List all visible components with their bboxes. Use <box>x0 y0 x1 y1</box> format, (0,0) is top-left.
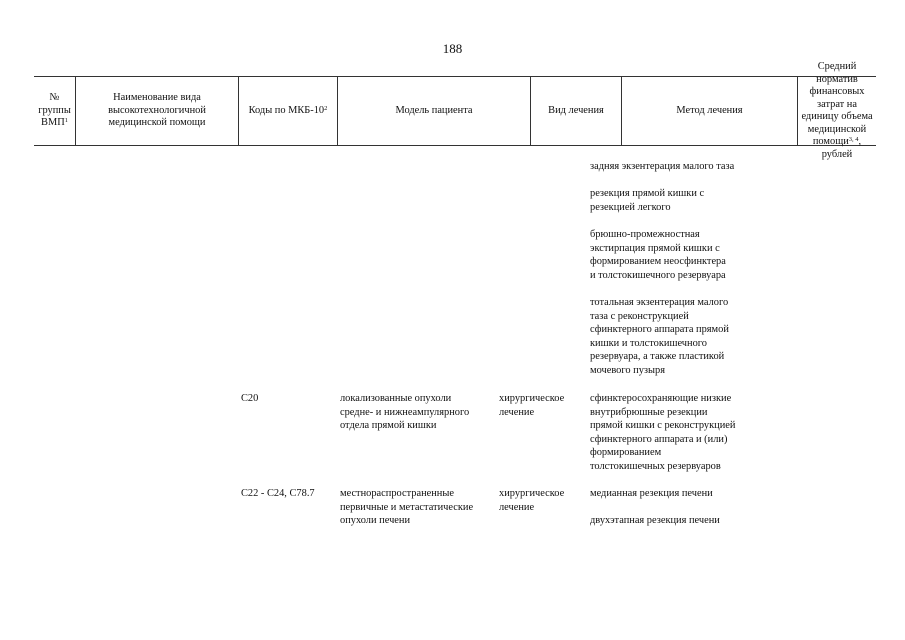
treatment-method <box>590 228 726 282</box>
text-line: сфинктеросохраняющие низкие <box>590 393 732 404</box>
treatment-method <box>590 160 734 174</box>
header-average-cost <box>797 61 876 160</box>
header-treatment-method <box>621 77 797 145</box>
header-group-number <box>34 77 75 145</box>
icd-codes: C22 - C24, C78.7 <box>241 488 315 499</box>
text-line: средне- и нижнеампулярного <box>340 406 470 418</box>
treatment-method <box>590 392 735 474</box>
header-average-cost-suffix: , рублей <box>821 136 862 160</box>
text-line: тотальная экзентерация малого <box>590 297 729 308</box>
treatment-type <box>499 487 564 514</box>
patient-model <box>340 487 473 528</box>
header-average-cost-text: Средний норматив финансовых затрат на единицу объема медицинской помощи <box>801 61 873 147</box>
footnote-mark: 1 <box>64 117 68 125</box>
patient-model <box>340 392 469 433</box>
text-line: резервуара, а также пластикой <box>590 351 725 363</box>
table-header <box>34 61 876 160</box>
text-line: внутрибрюшные резекции <box>590 406 708 418</box>
text-line: лечение <box>499 501 535 513</box>
text-line: резекцией легкого <box>590 201 671 213</box>
text-line: двухэтапная резекция печени <box>590 515 720 526</box>
text-line: и толстокишечного резервуара <box>590 269 726 281</box>
text-line: кишки и толстокишечного <box>590 337 707 349</box>
text-line: лечение <box>499 406 535 418</box>
text-line: таза с реконструкцией <box>590 310 689 322</box>
header-group-number-text: № группы ВМП <box>38 92 71 129</box>
text-line: первичные и метастатические <box>340 501 474 513</box>
text-line: хирургическое <box>499 393 565 404</box>
header-treatment-type-text: Вид лечения <box>548 104 604 116</box>
text-line: экстирпация прямой кишки с <box>590 242 720 254</box>
header-icd-codes <box>238 77 337 145</box>
header-treatment-method-text: Метод лечения <box>676 104 743 116</box>
text-line: резекция прямой кишки с <box>590 188 705 199</box>
header-icd-codes-text: Коды по МКБ-10 <box>248 104 325 116</box>
header-care-type-text: Наименование вида высокотехнологичной медицинской помощи <box>108 92 206 129</box>
text-line: толстокишечных резервуаров <box>590 460 721 472</box>
treatment-method <box>590 514 720 528</box>
treatment-method <box>590 487 713 501</box>
text-line: сфинктерного аппарата прямой <box>590 324 729 336</box>
header-care-type <box>75 77 238 145</box>
treatment-type <box>499 392 564 419</box>
footnote-mark: 2 <box>324 104 328 112</box>
header-patient-model <box>337 77 530 145</box>
text-line: формированием неосфинктера <box>590 256 726 268</box>
footnote-mark: 3, 4 <box>848 136 859 143</box>
text-line: брюшно-промежностная <box>590 229 700 240</box>
text-line: хирургическое <box>499 488 565 499</box>
treatment-method <box>590 296 729 378</box>
text-line: задняя экзентерация малого таза <box>590 161 735 172</box>
text-line: отдела прямой кишки <box>340 420 437 432</box>
text-line: опухоли печени <box>340 515 411 527</box>
header-treatment-type <box>530 77 621 145</box>
text-line: локализованные опухоли <box>340 393 452 404</box>
text-line: местнораспространенные <box>340 488 454 499</box>
text-line: прямой кишки с реконструкцией <box>590 420 736 432</box>
text-line: медианная резекция печени <box>590 488 713 499</box>
icd-codes: C20 <box>241 393 259 404</box>
page-number: 188 <box>442 41 463 56</box>
text-line: формированием <box>590 447 662 459</box>
text-line: мочевого пузыря <box>590 364 665 376</box>
header-patient-model-text: Модель пациента <box>395 104 473 116</box>
treatment-method <box>590 187 704 214</box>
text-line: сфинктерного аппарата и (или) <box>590 433 728 445</box>
